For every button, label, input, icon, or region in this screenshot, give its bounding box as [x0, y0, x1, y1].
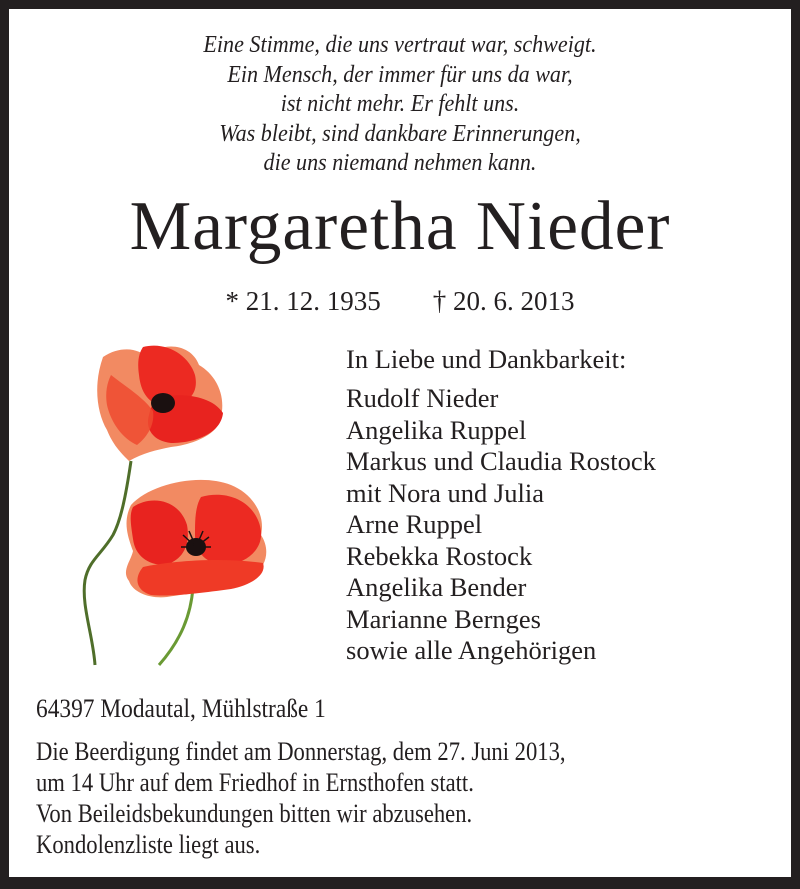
- address: 64397 Modautal, Mühlstraße 1: [36, 694, 326, 723]
- funeral-line: Kondolenzliste liegt aus.: [36, 830, 261, 859]
- poem-line: ist nicht mehr. Er fehlt uns.: [280, 91, 520, 117]
- poem-line: Was bleibt, sind dankbare Erinnerungen,: [219, 120, 581, 147]
- family-member: sowie alle Angehörigen: [346, 635, 597, 665]
- poem-line: die uns niemand nehmen kann.: [263, 150, 537, 176]
- funeral-line: Von Beileidsbekundungen bitten wir abzusehen.: [36, 799, 473, 828]
- funeral-line: um 14 Uhr auf dem Friedhof in Ernsthofen statt.: [36, 768, 474, 797]
- poppy-flowers-icon: [71, 335, 301, 675]
- family-list: [346, 343, 656, 667]
- birth-date: * 21. 12. 1935: [225, 286, 381, 316]
- life-dates: [0, 285, 800, 317]
- family-member: Rebekka Rostock: [346, 540, 533, 571]
- death-date: † 20. 6. 2013: [432, 286, 575, 316]
- obituary-card: [9, 9, 791, 877]
- funeral-line: Die Beerdigung findet am Donnerstag, dem 27. Juni 2013,: [36, 737, 566, 766]
- deceased-name: Margaretha Nieder: [129, 188, 671, 265]
- family-member: Markus und Claudia Rostock: [346, 446, 656, 476]
- poem-line: Ein Mensch, der immer für uns da war,: [227, 61, 573, 88]
- funeral-notice: [36, 736, 566, 860]
- memorial-poem: [32, 31, 768, 179]
- poem-line: Eine Stimme, die uns vertraut war, schweigt.: [203, 32, 597, 58]
- family-member: mit Nora und Julia: [346, 477, 544, 508]
- family-member: Rudolf Nieder: [346, 383, 499, 413]
- family-member: Angelika Bender: [346, 572, 527, 602]
- family-member: Angelika Ruppel: [346, 414, 527, 445]
- family-member: Marianne Bernges: [346, 603, 541, 634]
- family-member: Arne Ruppel: [346, 509, 483, 539]
- family-intro: In Liebe und Dankbarkeit:: [346, 344, 627, 374]
